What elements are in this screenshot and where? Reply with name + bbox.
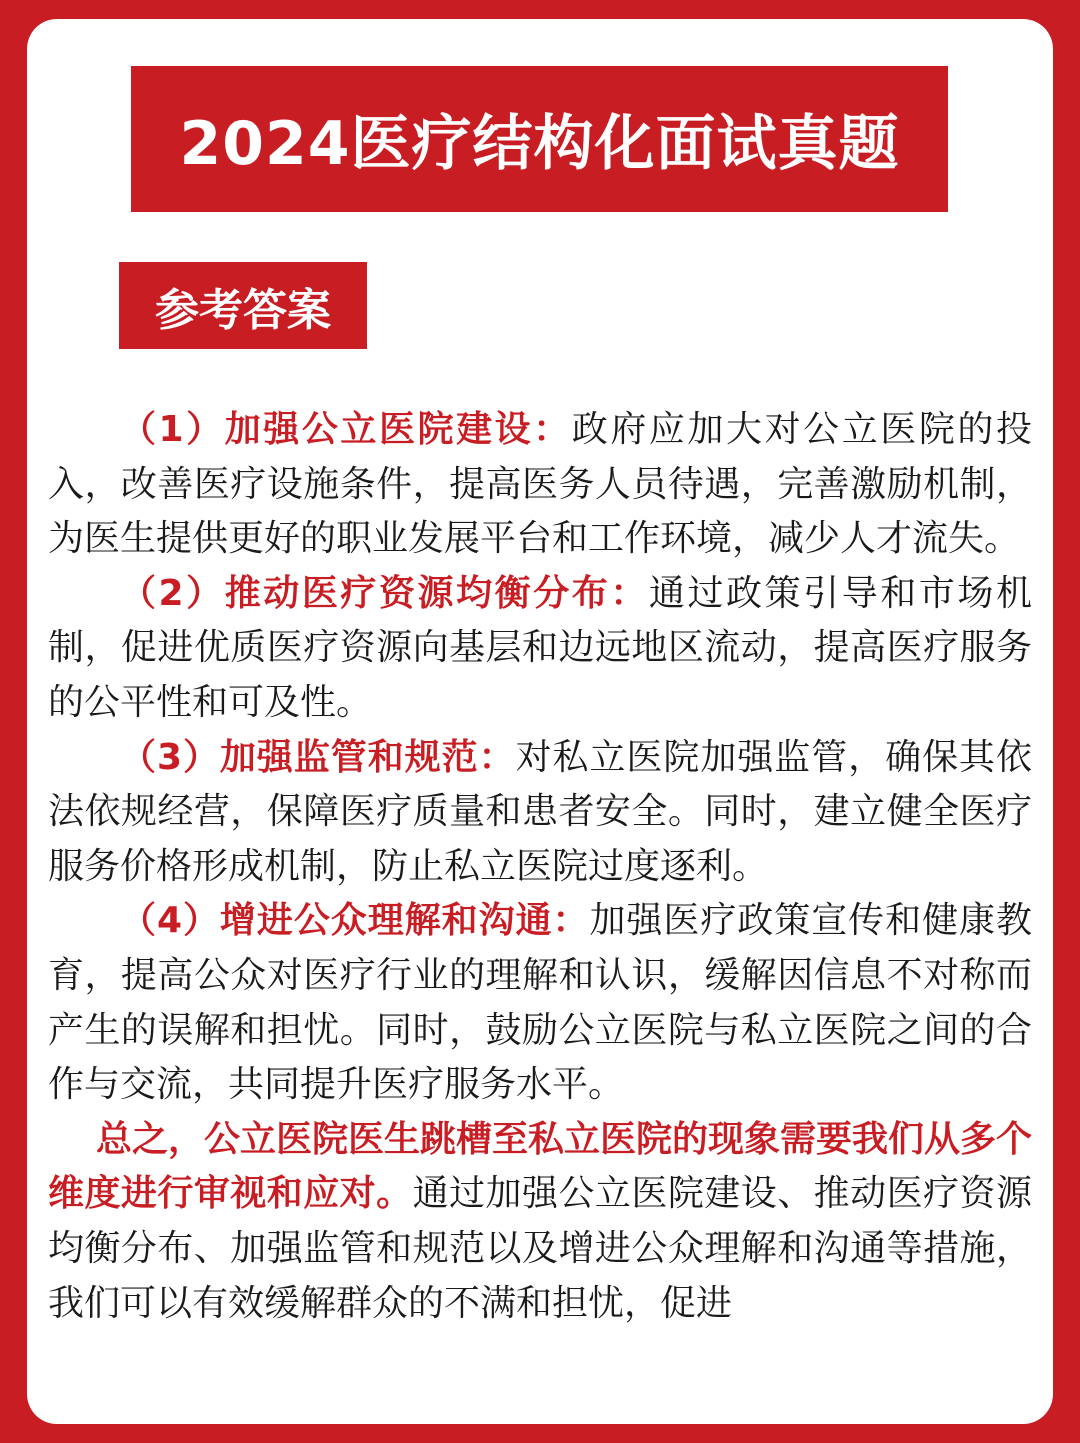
page-title: 2024医疗结构化面试真题	[131, 66, 948, 212]
paragraph-heading: （2）推动医疗资源均衡分布：	[120, 572, 649, 614]
answer-paragraph-3	[48, 731, 1032, 895]
paragraph-heading: （4）增进公众理解和沟通：	[120, 900, 590, 942]
paragraph-body: 加强医疗政策宣传和健康教育，提高公众对医疗行业的理解和认识，缓解因信息不对称而产生的误解和担忧。同时，鼓励公立医院与私立医院之间的合作与交流，共同提升医疗服务水平。	[48, 900, 1032, 1106]
paragraph-body: 对私立医院加强监管，确保其依法依规经营，保障医疗质量和患者安全。同时，建立健全医疗服务价格形成机制，防止私立医院过度逐利。	[48, 736, 1032, 887]
answer-content	[48, 403, 1032, 1331]
answer-paragraph-2	[48, 567, 1032, 731]
answer-label: 参考答案	[119, 262, 367, 349]
conclusion-heading: 总之，公立医院医生跳槽至私立医院的现象需要我们从多个维度进行审视和应对。	[48, 1118, 1033, 1215]
paragraph-body: 政府应加大对公立医院的投入，改善医疗设施条件，提高医务人员待遇，完善激励机制，为医生提供更好的职业发展平台和工作环境，减少人才流失。	[48, 409, 1032, 560]
paragraph-heading: （3）加强监管和规范：	[120, 736, 516, 778]
paragraph-body: 通过政策引导和市场机制，促进优质医疗资源向基层和边远地区流动，提高医疗服务的公平性和可及性。	[48, 572, 1032, 723]
conclusion-body: 通过加强公立医院建设、推动医疗资源均衡分布、加强监管和规范以及增进公众理解和沟通等措施，我们可以有效缓解群众的不满和担忧，促进	[48, 1173, 1032, 1324]
answer-paragraph-4	[48, 894, 1032, 1112]
answer-paragraph-1	[48, 403, 1032, 567]
paragraph-heading: （1）加强公立医院建设：	[120, 409, 572, 450]
content-card	[27, 19, 1053, 1424]
conclusion-paragraph	[48, 1113, 1032, 1331]
